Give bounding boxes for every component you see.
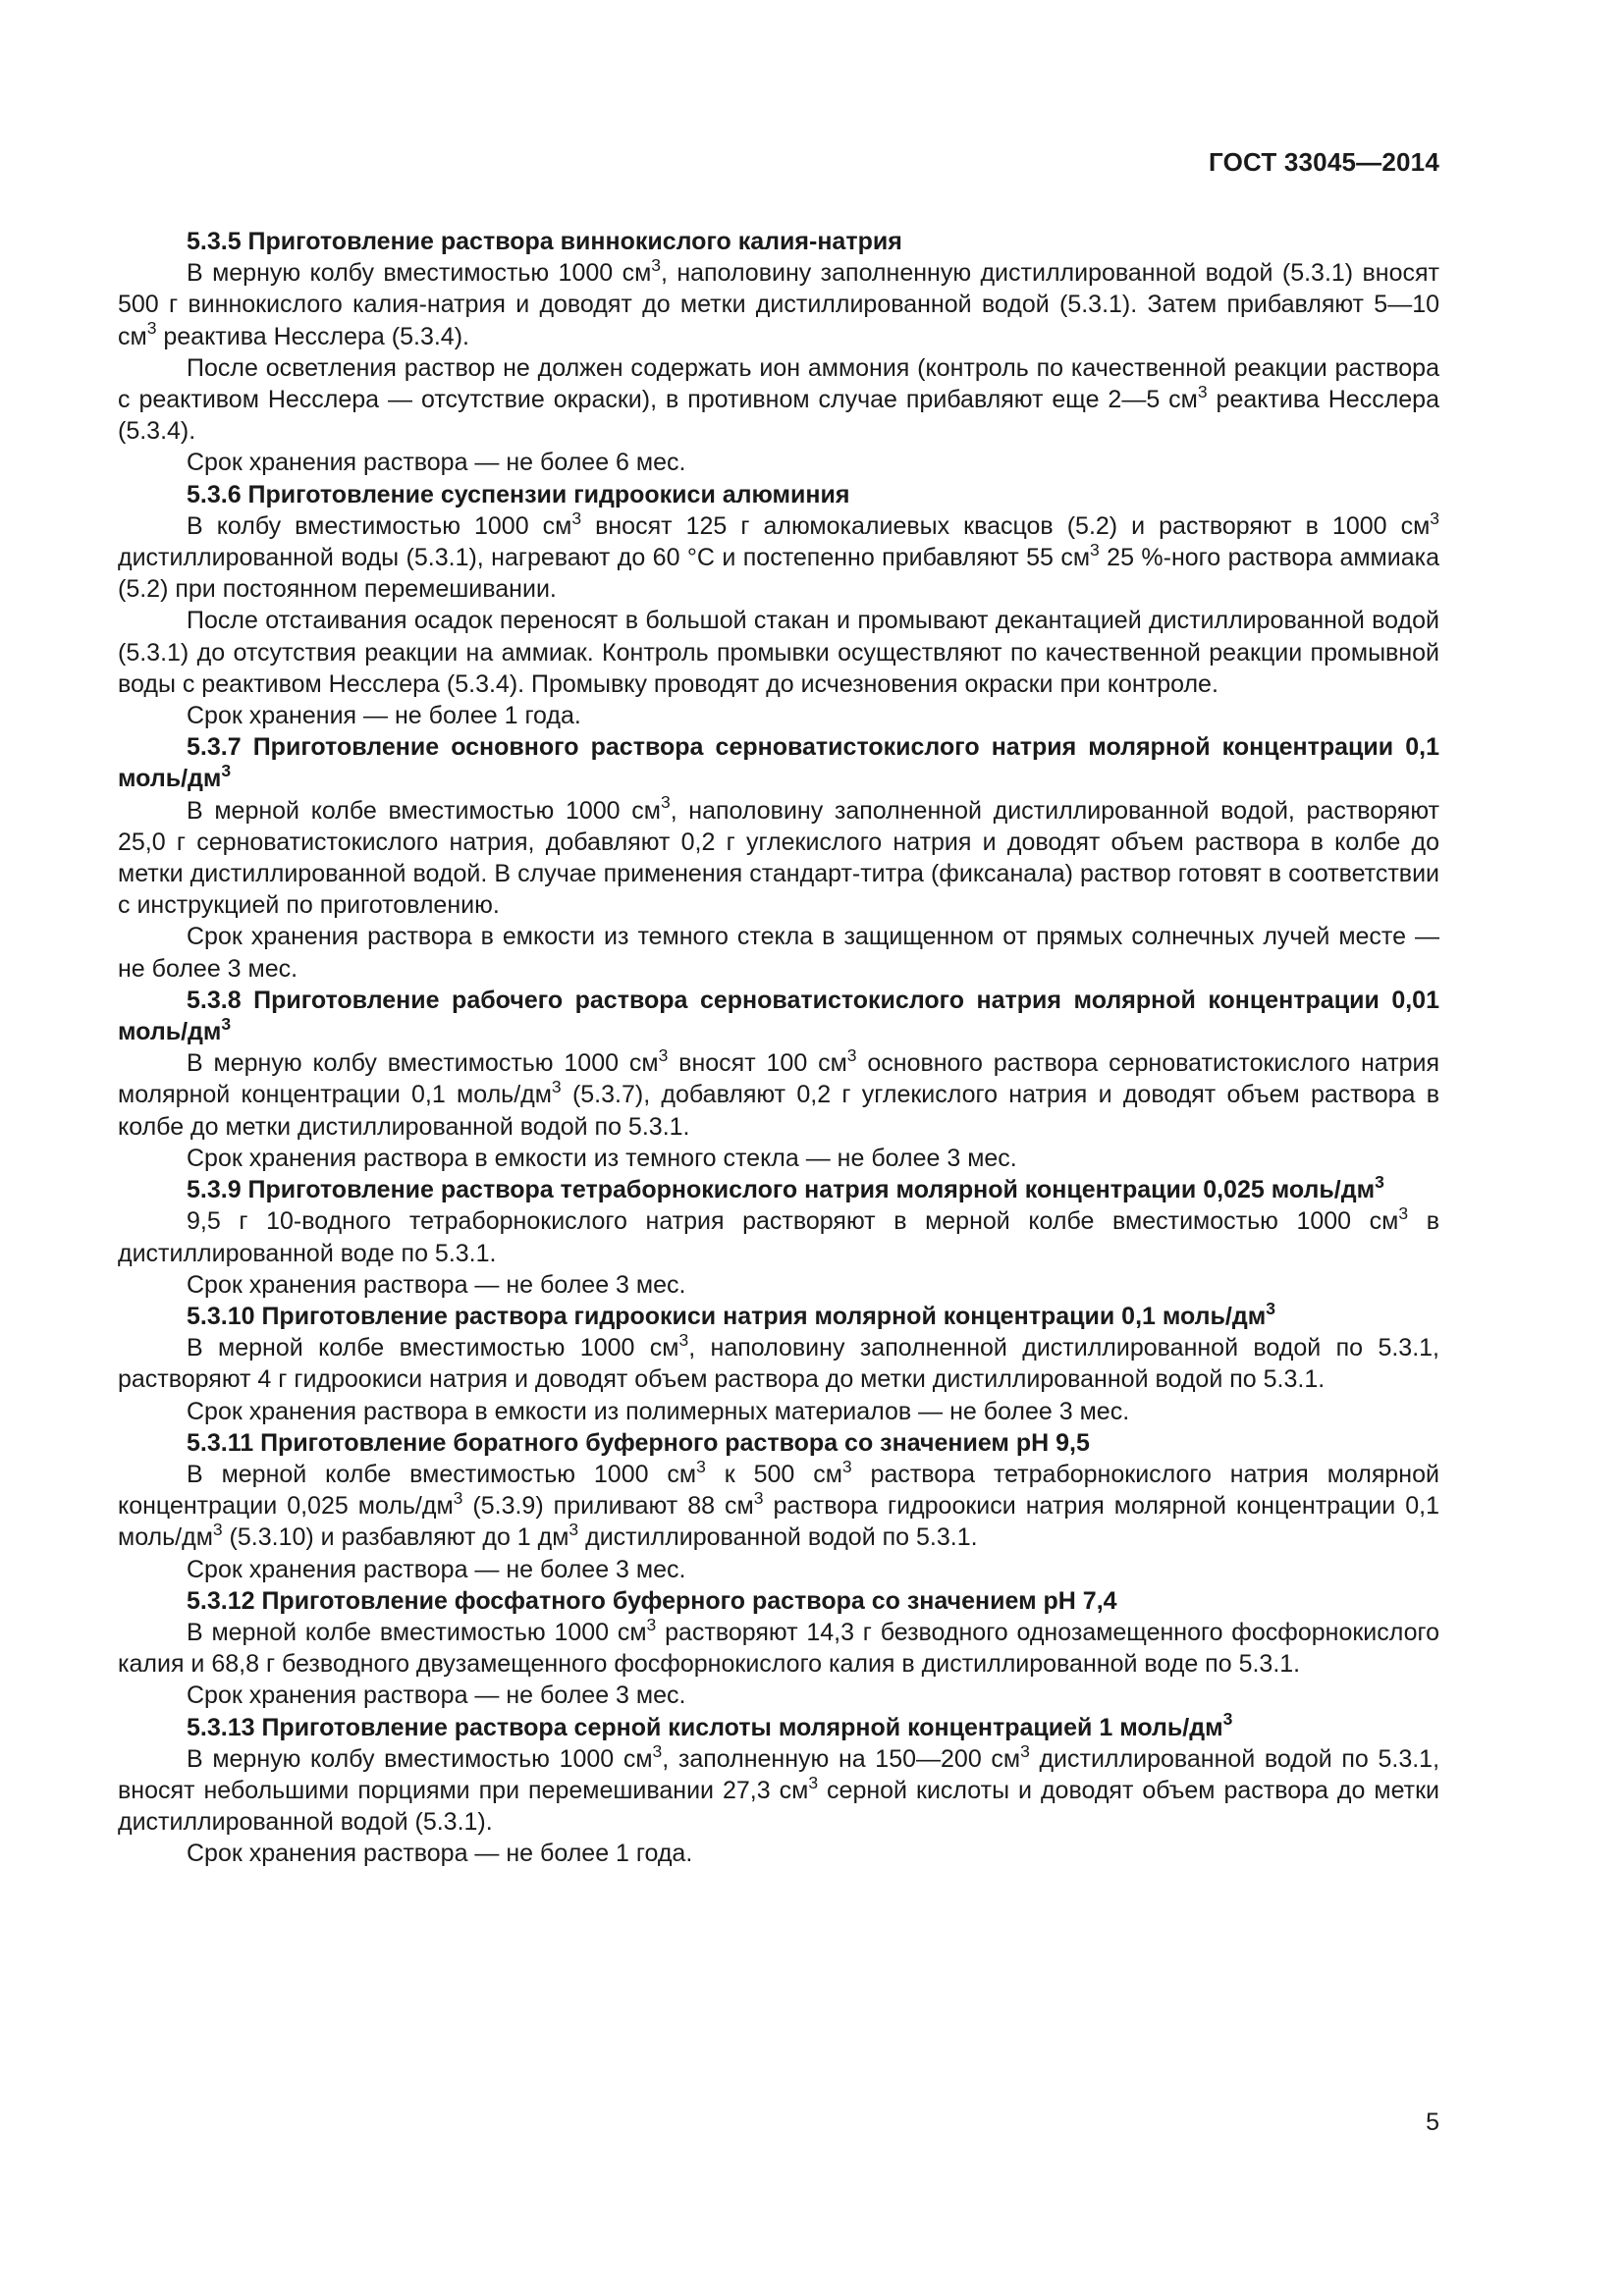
section-heading: 5.3.9 Приготовление раствора тетраборнокислого натрия молярной концентрации 0,025 моль/$дм^3$ — [187, 1171, 1384, 1204]
paragraph: В колбу вместимостью 1000 $см^3$ вносят 125 г алюмокалиевых квасцов (5.2) и растворяют в 1000 $см^3$ дистиллированной воды (5.3.1), нагревают до 60 °С и постепенно прибавляют 55 $см^3$ 25 %-ного раствора аммиака (5.2) при постоянном перемешивании. — [118, 507, 1439, 604]
section-heading: 5.3.11 Приготовление боратного буферного раствора со значением рН 9,5 — [187, 1428, 1090, 1457]
paragraph: В мерную колбу вместимостью 1000 $см^3$ вносят 100 $см^3$ основного раствора серноватистокислого натрия молярной концентрации 0,1 моль/$дм^3$ (5.3.7), добавляют 0,2 г углекислого натрия и доводят объем раствора в колбе до метки дистиллированной водой по 5.3.1. — [118, 1045, 1440, 1141]
document-body — [118, 226, 1439, 1870]
section-heading: 5.3.5 Приготовление раствора виннокислого калия-натрия — [187, 228, 902, 255]
paragraph: Срок хранения раствора — не более 3 мес. — [187, 1270, 686, 1299]
paragraph: Срок хранения раствора — не более 6 мес. — [187, 449, 686, 477]
paragraph: В мерную колбу вместимостью 1000 $см^3$, наполовину заполненную дистиллированной водой (5.3.1) вносят 500 г виннокислого калия-натрия и доводят до метки дистиллированной водой (5.3.1). Затем прибавляют 5—10 $см^3$ реактива Несслера (5.3.4). — [118, 255, 1440, 350]
paragraph: Срок хранения раствора в емкости из полимерных материалов — не более 3 мес. — [187, 1397, 1130, 1425]
section-heading: 5.3.12 Приготовление фосфатного буферного раствора со значением рН 7,4 — [187, 1586, 1117, 1615]
paragraph: Срок хранения — не более 1 года. — [187, 702, 581, 730]
document-header-id: ГОСТ 33045—2014 — [1209, 147, 1439, 177]
paragraph: Срок хранения раствора в емкости из темного стекла — не более 3 мес. — [187, 1144, 1017, 1172]
paragraph: В мерной колбе вместимостью 1000 $см^3$, наполовину заполненной дистиллированной водой, растворяют 25,0 г серноватистокислого натрия, добавляют 0,2 г углекислого натрия и доводят объем раствора в колбе до метки дистиллированной водой. В случае применения стандарт-титра (фиксанала) раствор готовят в соответствии с инструкцией по приготовлению. — [118, 792, 1439, 920]
paragraph: Срок хранения раствора в емкости из темного стекла в защищенном от прямых солнечных лучей месте — не более 3 мес. — [118, 923, 1439, 983]
paragraph: 9,5 г 10-водного тетраборнокислого натрия растворяют в мерной колбе вместимостью 1000 $см^3$ в дистиллированной воде по 5.3.1. — [118, 1203, 1439, 1267]
section-heading: 5.3.13 Приготовление раствора серной кислоты молярной концентрацией 1 моль/$дм^3$ — [187, 1709, 1233, 1741]
paragraph: Срок хранения раствора — не более 3 мес. — [187, 1555, 686, 1583]
paragraph: В мерной колбе вместимостью 1000 $см^3$ к 500 $см^3$ раствора тетраборнокислого натрия молярной концентрации 0,025 моль/$дм^3$ (5.3.9) приливают 88 $см^3$ раствора гидроокиси натрия молярной концентрации 0,1 моль/$дм^3$ (5.3.10) и разбавляют до 1 $дм^3$ дистиллированной водой по 5.3.1. — [118, 1456, 1439, 1552]
section-heading: 5.3.8 Приготовление рабочего раствора серноватистокислого натрия молярной концентрации 0,01 моль/$дм^3$ — [118, 986, 1439, 1046]
section-heading: 5.3.7 Приготовление основного раствора серноватистокислого натрия молярной концентрации 0,1 моль/$дм^3$ — [118, 733, 1439, 793]
page-number: 5 — [1426, 2109, 1439, 2136]
paragraph: В мерную колбу вместимостью 1000 $см^3$, заполненную на 150—200 $см^3$ дистиллированной водой по 5.3.1, вносят небольшими порциями при перемешивании 27,3 $см^3$ серной кислоты и доводят объем раствора до метки дистиллированной водой (5.3.1). — [118, 1740, 1440, 1837]
paragraph: В мерной колбе вместимостью 1000 $см^3$, наполовину заполненной дистиллированной водой по 5.3.1, растворяют 4 г гидроокиси натрия и доводят объем раствора до метки дистиллированной водой по 5.3.1. — [118, 1329, 1439, 1394]
paragraph: В мерной колбе вместимостью 1000 $см^3$ растворяют 14,3 г безводного однозамещенного фосфорнокислого калия и 68,8 г безводного двузамещенного фосфорнокислого калия в дистиллированной воде по 5.3.1. — [118, 1614, 1439, 1679]
section-heading: 5.3.6 Приготовление суспензии гидроокиси алюминия — [187, 480, 850, 508]
paragraph: После осветления раствор не должен содержать ион аммония (контроль по качественной реакции раствора с реактивом Несслера — отсутствие окраски), в противном случае прибавляют еще 2—5 $см^3$ реактива Несслера (5.3.4). — [118, 353, 1439, 446]
paragraph: Срок хранения раствора — не более 1 года. — [187, 1840, 693, 1868]
section-heading: 5.3.10 Приготовление раствора гидроокиси натрия молярной концентрации 0,1 моль/$дм^3$ — [187, 1298, 1275, 1330]
paragraph: Срок хранения раствора — не более 3 мес. — [187, 1682, 686, 1710]
paragraph: После отстаивания осадок переносят в большой стакан и промывают декантацией дистиллированной водой (5.3.1) до отсутствия реакции на аммиак. Контроль промывки осуществляют по качественной реакции промывной воды с реактивом Несслера (5.3.4). Промывку проводят до исчезновения окраски при контроле. — [118, 607, 1439, 698]
